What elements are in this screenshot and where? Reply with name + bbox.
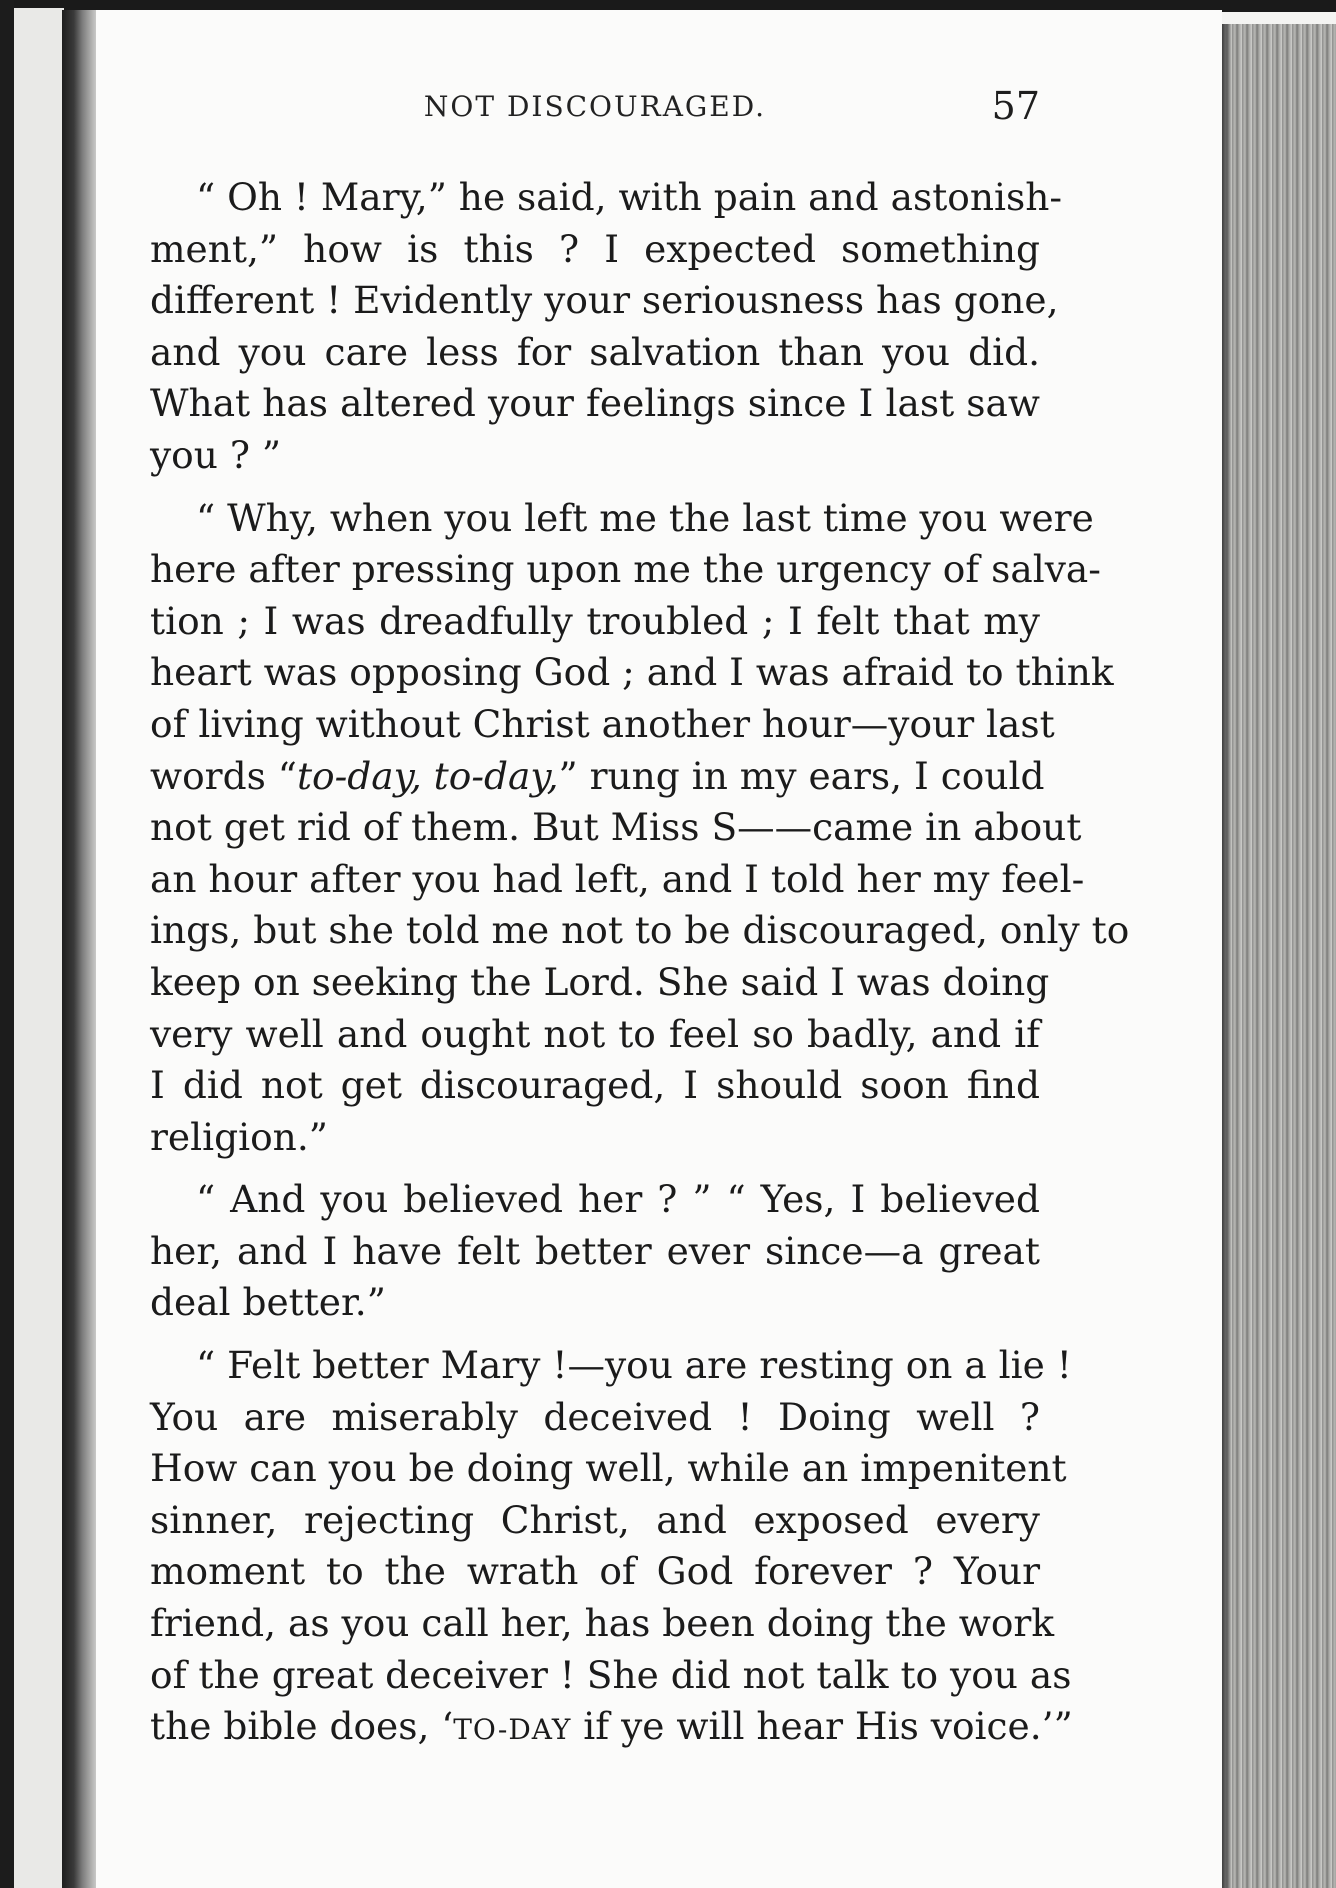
- text-line: “ Oh ! Mary,” he said, with pain and astonish-: [196, 175, 1063, 219]
- paragraph: [150, 493, 1130, 1164]
- text-line: religion.”: [150, 1114, 328, 1159]
- text-line: keep on seeking the Lord. She said I was doing: [150, 959, 1050, 1004]
- text-line: you ? ”: [150, 432, 282, 477]
- text-line: How can you be doing well, while an impenitent: [150, 1446, 1067, 1491]
- book-gutter: [62, 10, 96, 1888]
- text-line: “ Why, when you left me the last time you were: [196, 495, 1094, 540]
- paragraph: [150, 172, 1063, 482]
- text-line: What has altered your feelings since I last saw: [150, 381, 1040, 426]
- small-caps-emphasis: TO-DAY: [453, 1713, 572, 1747]
- text-line: of living without Christ another hour—your last: [150, 701, 1055, 746]
- text-line: tion ; I was dreadfully troubled ; I felt that my: [150, 598, 1040, 643]
- text-run: the bible does, ‘: [150, 1704, 454, 1749]
- text-line: [150, 751, 1045, 803]
- page-header: [150, 84, 1040, 140]
- facing-page-edge: [14, 8, 64, 1888]
- text-line: different ! Evidently your seriousness has gone,: [150, 278, 1059, 323]
- page-block-edge: [1222, 24, 1336, 1888]
- body-text: [150, 172, 1130, 1764]
- text-line: ings, but she told me not to be discouraged, only to: [150, 908, 1130, 953]
- text-line: ment,” how is this ? I expected something: [150, 226, 1040, 271]
- text-line: “ Felt better Mary !—you are resting on a lie !: [196, 1343, 1072, 1388]
- running-title: NOT DISCOURAGED.: [423, 90, 767, 123]
- text-line: [150, 1701, 1073, 1753]
- text-line: sinner, rejecting Christ, and exposed every: [150, 1497, 1040, 1542]
- text-line: deal better.”: [150, 1280, 386, 1325]
- page-number: 57: [991, 84, 1040, 128]
- scan-left-border: [0, 0, 14, 1888]
- text-run: ” rung in my ears, I could: [558, 753, 1045, 798]
- text-run: if ye will hear His voice.’”: [571, 1704, 1073, 1749]
- text-line: moment to the wrath of God forever ? Your: [150, 1549, 1040, 1594]
- text-line: I did not get discouraged, I should soon find: [150, 1063, 1040, 1108]
- paragraph: [150, 1174, 1040, 1329]
- text-line: here after pressing upon me the urgency of salva-: [150, 547, 1101, 592]
- page-block-shadow: [1222, 24, 1232, 1888]
- text-line: very well and ought not to feel so badly, and if: [150, 1011, 1040, 1056]
- italic-emphasis: to-day, to-day,: [296, 753, 559, 798]
- text-line: an hour after you had left, and I told her my feel-: [150, 856, 1085, 901]
- text-line: of the great deceiver ! She did not talk to you as: [150, 1652, 1072, 1697]
- text-line: You are miserably deceived ! Doing well ?: [150, 1394, 1040, 1439]
- text-line: “ And you believed her ? ” “ Yes, I believed: [196, 1177, 1040, 1222]
- text-line: her, and I have felt better ever since—a great: [150, 1228, 1040, 1273]
- text-line: not get rid of them. But Miss S——came in about: [150, 805, 1082, 850]
- text-line: and you care less for salvation than you did.: [150, 329, 1040, 374]
- text-line: heart was opposing God ; and I was afraid to think: [150, 650, 1114, 695]
- text-line: friend, as you call her, has been doing the work: [150, 1601, 1055, 1646]
- text-run: words “: [150, 753, 297, 798]
- paragraph: [150, 1340, 1073, 1753]
